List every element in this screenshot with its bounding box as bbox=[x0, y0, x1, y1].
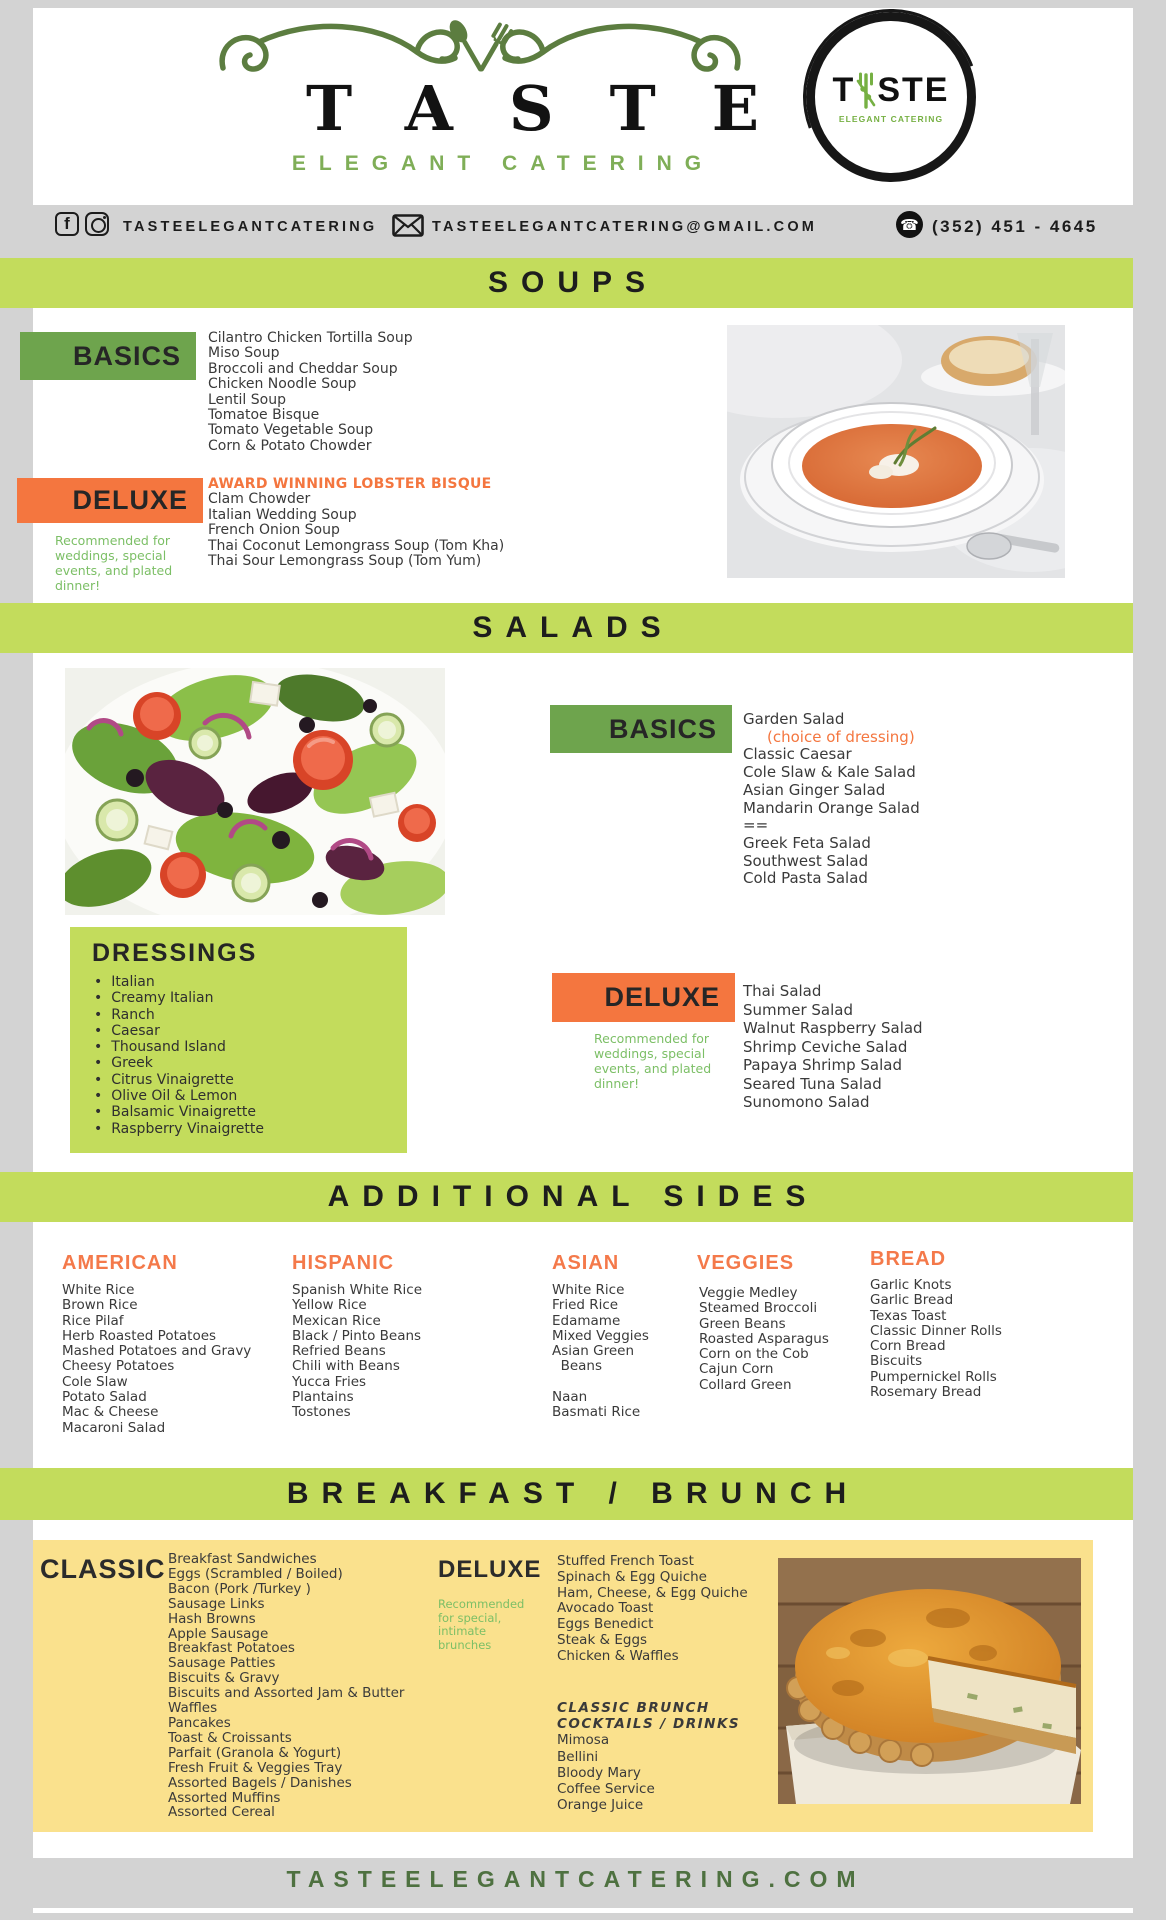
list-item: Plantains bbox=[292, 1389, 354, 1406]
social-handle: TASTEELEGANTCATERING bbox=[123, 219, 378, 235]
list-item: Lentil Soup bbox=[208, 391, 286, 408]
list-item: Spinach & Egg Quiche bbox=[557, 1568, 707, 1585]
list-item: Waffles bbox=[168, 1700, 218, 1717]
list-item: dinner! bbox=[55, 578, 101, 593]
list-item: Orange Juice bbox=[557, 1797, 644, 1814]
list-item: Coffee Service bbox=[557, 1781, 655, 1798]
list-item: Breakfast Potatoes bbox=[168, 1640, 295, 1657]
list-item: Sunomono Salad bbox=[743, 1093, 870, 1111]
list-item: Cole Slaw bbox=[62, 1373, 128, 1390]
salads-banner: SALADS bbox=[0, 603, 1133, 653]
list-item: • Creamy Italian bbox=[92, 990, 407, 1006]
list-item: Biscuits & Gravy bbox=[168, 1670, 280, 1687]
list-item: • Ranch bbox=[92, 1007, 407, 1023]
list-item: • Raspberry Vinaigrette bbox=[92, 1121, 407, 1137]
dressings-panel bbox=[70, 927, 407, 1153]
salads-deluxe-label: DELUXE bbox=[552, 973, 735, 1022]
list-item: Cole Slaw & Kale Salad bbox=[743, 763, 916, 782]
list-item: Walnut Raspberry Salad bbox=[743, 1019, 923, 1037]
list-item: Yellow Rice bbox=[292, 1297, 367, 1314]
email-address: TASTEELEGANTCATERING@GMAIL.COM bbox=[432, 219, 818, 235]
list-item: weddings, special bbox=[594, 1046, 706, 1061]
list-item: Recommended for bbox=[55, 533, 171, 548]
soups-deluxe-list bbox=[208, 477, 504, 569]
list-item: Herb Roasted Potatoes bbox=[62, 1327, 217, 1344]
breakfast-banner: BREAKFAST / BRUNCH bbox=[0, 1468, 1133, 1520]
list-item: Avocado Toast bbox=[557, 1600, 654, 1617]
list-item: Broccoli and Cheddar Soup bbox=[208, 360, 398, 377]
list-item: Fresh Fruit & Veggies Tray bbox=[168, 1759, 343, 1776]
sides-column-veggies-header: VEGGIES bbox=[697, 1252, 795, 1274]
list-item: Naan bbox=[552, 1389, 588, 1406]
list-item: Steamed Broccoli bbox=[699, 1300, 818, 1317]
list-item: Green Beans bbox=[699, 1315, 786, 1332]
list-item: Mac & Cheese bbox=[62, 1404, 159, 1421]
dressings-title: DRESSINGS bbox=[92, 939, 258, 967]
list-item: Refried Beans bbox=[292, 1343, 386, 1360]
list-item: Rice Pilaf bbox=[62, 1312, 124, 1329]
list-item: Recommended for bbox=[594, 1031, 710, 1046]
list-item: • Italian bbox=[92, 974, 407, 990]
list-item: events, and plated bbox=[55, 563, 173, 578]
list-item: Apple Sausage bbox=[168, 1625, 269, 1642]
phone-icon: ☎ bbox=[896, 211, 923, 238]
breakfast-classic-list bbox=[168, 1552, 404, 1820]
list-item: Beans bbox=[552, 1358, 603, 1375]
list-item: Asian Ginger Salad bbox=[743, 780, 886, 799]
soups-basics-label: BASICS bbox=[20, 332, 196, 380]
facebook-icon: f bbox=[55, 212, 79, 236]
brand-wordmark: TASTE bbox=[306, 72, 816, 145]
list-item: Shrimp Ceviche Salad bbox=[743, 1037, 908, 1056]
list-item: == bbox=[743, 816, 769, 835]
list-item: brunches bbox=[438, 1637, 492, 1652]
breakfast-deluxe-label: DELUXE bbox=[438, 1556, 542, 1583]
list-item: AWARD WINNING LOBSTER BISQUE bbox=[208, 476, 492, 492]
list-item: White Rice bbox=[62, 1282, 135, 1298]
sides-column-hispanic-header: HISPANIC bbox=[292, 1252, 395, 1274]
sides-column-asian-list bbox=[552, 1283, 672, 1421]
list-item: dinner! bbox=[594, 1076, 640, 1091]
list-item: Mashed Potatoes and Gravy bbox=[62, 1343, 252, 1360]
list-item: Recommended bbox=[438, 1597, 525, 1611]
list-item: Southwest Salad bbox=[743, 851, 869, 870]
list-item: Roasted Asparagus bbox=[699, 1330, 829, 1347]
list-item: Edamame bbox=[552, 1312, 621, 1329]
list-item: Biscuits and Assorted Jam & Butter bbox=[168, 1685, 405, 1702]
list-item: Thai Coconut Lemongrass Soup (Tom Kha) bbox=[208, 537, 505, 554]
list-item: Corn & Potato Chowder bbox=[208, 437, 372, 454]
sides-column-hispanic-list bbox=[292, 1283, 422, 1421]
salads-photo bbox=[65, 668, 445, 915]
list-item: Chicken & Waffles bbox=[557, 1647, 679, 1664]
list-item: • Thousand Island bbox=[92, 1039, 407, 1055]
soups-banner: SOUPS bbox=[0, 258, 1133, 308]
sides-column-veggies-list bbox=[699, 1286, 829, 1393]
email-icon bbox=[392, 214, 424, 237]
instagram-icon bbox=[85, 212, 109, 236]
list-item: Hash Browns bbox=[168, 1610, 256, 1627]
list-item: Asian Green bbox=[552, 1343, 635, 1360]
list-item: Basmati Rice bbox=[552, 1404, 641, 1421]
list-item: Sausage Links bbox=[168, 1595, 265, 1612]
list-item: Miso Soup bbox=[208, 345, 280, 362]
salads-deluxe-list bbox=[743, 982, 923, 1112]
breakfast-deluxe-note bbox=[438, 1598, 548, 1652]
salads-basics-label: BASICS bbox=[550, 705, 732, 753]
list-item: Toast & Croissants bbox=[168, 1729, 292, 1746]
list-item: Biscuits bbox=[870, 1353, 923, 1370]
list-item: Garden Salad bbox=[743, 710, 845, 728]
list-item: Breakfast Sandwiches bbox=[168, 1551, 317, 1567]
list-item: Seared Tuna Salad bbox=[743, 1074, 882, 1093]
list-item: Yucca Fries bbox=[292, 1373, 367, 1390]
list-item: Cheesy Potatoes bbox=[62, 1358, 175, 1375]
list-item: (choice of dressing) bbox=[767, 727, 915, 746]
brunch-drinks-list bbox=[557, 1700, 740, 1813]
list-item: Assorted Muffins bbox=[168, 1789, 281, 1806]
salads-deluxe-note bbox=[594, 1031, 734, 1091]
list-item: for special, bbox=[438, 1610, 502, 1625]
list-item: • Citrus Vinaigrette bbox=[92, 1072, 407, 1088]
soups-photo bbox=[727, 325, 1065, 578]
list-item: Eggs Benedict bbox=[557, 1616, 654, 1633]
list-item: • Balsamic Vinaigrette bbox=[92, 1104, 407, 1120]
list-item: • Caesar bbox=[92, 1023, 407, 1039]
list-item: Thai Salad bbox=[743, 982, 822, 1000]
soups-basics-list bbox=[208, 331, 413, 454]
badge-text-left: T bbox=[832, 71, 856, 109]
list-item: • Greek bbox=[92, 1055, 407, 1071]
list-item: Clam Chowder bbox=[208, 491, 311, 508]
list-item: Stuffed French Toast bbox=[557, 1553, 694, 1569]
list-item: Cold Pasta Salad bbox=[743, 869, 868, 888]
list-item: White Rice bbox=[552, 1282, 625, 1298]
list-item: Texas Toast bbox=[870, 1307, 947, 1324]
phone-number: (352) 451 - 4645 bbox=[932, 217, 1098, 236]
list-item: Assorted Cereal bbox=[168, 1804, 275, 1821]
list-item: Classic Caesar bbox=[743, 745, 852, 764]
list-item: COCKTAILS / DRINKS bbox=[557, 1716, 741, 1733]
list-item: Greek Feta Salad bbox=[743, 833, 871, 852]
list-item: Cilantro Chicken Tortilla Soup bbox=[208, 330, 413, 346]
sides-column-asian-header: ASIAN bbox=[552, 1252, 620, 1274]
list-item: Pumpernickel Rolls bbox=[870, 1368, 997, 1385]
list-item: Classic Dinner Rolls bbox=[870, 1322, 1002, 1339]
list-item: Mixed Veggies bbox=[552, 1327, 649, 1344]
list-item: Ham, Cheese, & Egg Quiche bbox=[557, 1584, 748, 1601]
list-item: Corn on the Cob bbox=[699, 1346, 809, 1363]
list-item: Bloody Mary bbox=[557, 1764, 641, 1781]
list-item: Thai Sour Lemongrass Soup (Tom Yum) bbox=[208, 553, 482, 570]
list-item: Italian Wedding Soup bbox=[208, 506, 357, 523]
breakfast-classic-label: CLASSIC bbox=[40, 1554, 166, 1584]
brand-tagline: ELEGANT CATERING bbox=[291, 152, 715, 175]
list-item: Macaroni Salad bbox=[62, 1419, 166, 1436]
list-item: Eggs (Scrambled / Boiled) bbox=[168, 1565, 343, 1582]
sides-column-bread-header: BREAD bbox=[870, 1248, 947, 1270]
footer-divider bbox=[33, 1908, 1133, 1913]
list-item: • Olive Oil & Lemon bbox=[92, 1088, 407, 1104]
list-item: Assorted Bagels / Danishes bbox=[168, 1774, 352, 1791]
brand-badge bbox=[806, 12, 976, 182]
list-item: Summer Salad bbox=[743, 1000, 854, 1019]
list-item: weddings, special bbox=[55, 548, 167, 563]
dressings-list bbox=[70, 974, 407, 1137]
badge-fork-icon bbox=[855, 71, 877, 111]
list-item: Tomato Vegetable Soup bbox=[208, 422, 374, 439]
list-item: Black / Pinto Beans bbox=[292, 1327, 422, 1344]
list-item: Pancakes bbox=[168, 1714, 231, 1731]
list-item: Mimosa bbox=[557, 1732, 610, 1749]
breakfast-photo bbox=[778, 1558, 1081, 1804]
sides-column-american-list bbox=[62, 1283, 251, 1436]
soups-deluxe-label: DELUXE bbox=[17, 478, 203, 523]
salads-basics-list bbox=[743, 711, 920, 888]
breakfast-deluxe-list bbox=[557, 1554, 748, 1665]
list-item: intimate bbox=[438, 1624, 487, 1638]
list-item: Spanish White Rice bbox=[292, 1282, 423, 1298]
list-item: Potato Salad bbox=[62, 1389, 147, 1406]
list-item: Rosemary Bread bbox=[870, 1384, 982, 1401]
list-item: Chili with Beans bbox=[292, 1358, 400, 1375]
list-item: Brown Rice bbox=[62, 1297, 138, 1314]
list-item: Steak & Eggs bbox=[557, 1631, 648, 1648]
badge-tagline: ELEGANT CATERING bbox=[838, 113, 944, 124]
list-item: Papaya Shrimp Salad bbox=[743, 1056, 902, 1074]
list-item: Cajun Corn bbox=[699, 1361, 774, 1378]
list-item: Corn Bread bbox=[870, 1338, 946, 1355]
list-item: Mandarin Orange Salad bbox=[743, 798, 920, 817]
list-item: Tomatoe Bisque bbox=[208, 407, 320, 424]
sides-column-american-header: AMERICAN bbox=[62, 1252, 178, 1274]
list-item: Garlic Bread bbox=[870, 1292, 954, 1309]
list-item: Bellini bbox=[557, 1748, 599, 1765]
list-item: Garlic Knots bbox=[870, 1277, 952, 1293]
sides-column-bread-list bbox=[870, 1278, 1002, 1400]
soups-deluxe-note bbox=[55, 533, 205, 593]
list-item: Mexican Rice bbox=[292, 1312, 381, 1329]
list-item: events, and plated bbox=[594, 1061, 712, 1076]
list-item: Parfait (Granola & Yogurt) bbox=[168, 1744, 342, 1761]
list-item: Chicken Noodle Soup bbox=[208, 376, 357, 393]
list-item: French Onion Soup bbox=[208, 522, 340, 539]
list-item: Veggie Medley bbox=[699, 1285, 798, 1301]
footer-website: TASTEELEGANTCATERING.COM bbox=[286, 1866, 865, 1892]
badge-text-right: STE bbox=[877, 71, 950, 109]
list-item: Sausage Patties bbox=[168, 1655, 276, 1672]
list-item: Tostones bbox=[292, 1404, 351, 1421]
list-item: CLASSIC BRUNCH bbox=[557, 1700, 710, 1716]
list-item: Collard Green bbox=[699, 1376, 792, 1393]
list-item: Fried Rice bbox=[552, 1297, 619, 1314]
list-item bbox=[552, 1375, 672, 1390]
list-item: Bacon (Pork /Turkey ) bbox=[168, 1580, 311, 1597]
sides-banner: ADDITIONAL SIDES bbox=[0, 1172, 1133, 1222]
